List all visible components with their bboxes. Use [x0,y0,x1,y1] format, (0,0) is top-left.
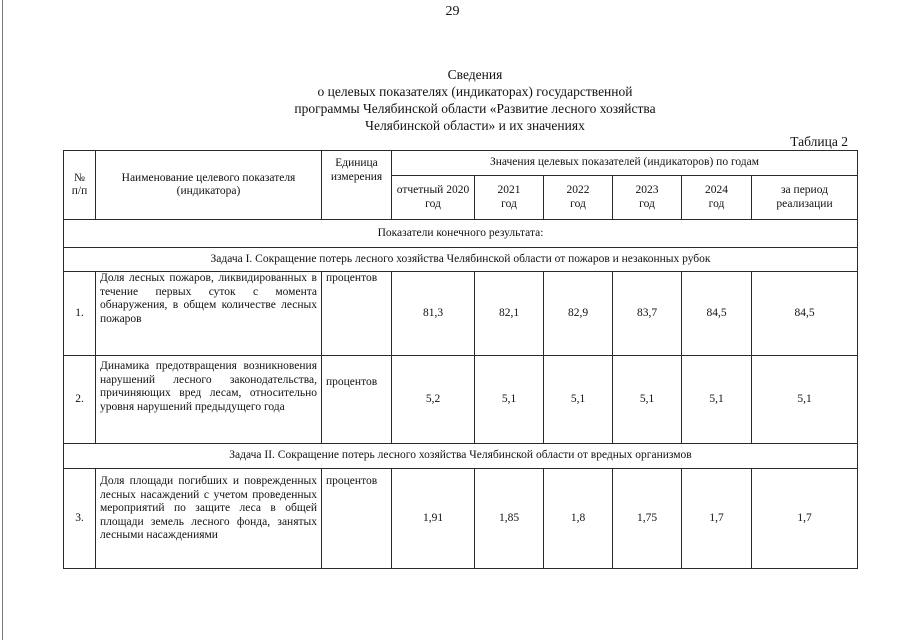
value-2022: 5,1 [544,356,613,444]
value-2023: 83,7 [613,272,682,356]
header-year-2024: 2024 год [682,176,752,220]
table-row [64,469,858,569]
task-row-2 [64,444,858,469]
value-2021: 82,1 [475,272,544,356]
header-year-2021: 2021 год [475,176,544,220]
heading-line-3: программы Челябинской области «Развитие лесного хозяйства [294,101,656,116]
table-label: Таблица 2 [790,134,848,149]
value-2023: 1,75 [613,469,682,569]
indicator-unit: процентов [322,356,392,444]
header-period: за период реализации [752,176,858,220]
value-2021: 5,1 [475,356,544,444]
value-2020: 81,3 [392,272,475,356]
task-row-1 [64,248,858,272]
task-1-title: Задача I. Сокращение потерь лесного хозяйства Челябинской области от пожаров и незаконных рубок [64,248,858,272]
value-2023: 5,1 [613,356,682,444]
row-number: 1. [64,272,96,356]
page-edge-line [2,0,3,640]
header-num: № п/п [64,151,96,220]
indicator-unit: процентов [322,469,392,569]
header-name: Наименование целевого показателя (индикатора) [96,151,322,220]
value-period: 5,1 [752,356,858,444]
header-values-group: Значения целевых показателей (индикаторов) по годам [392,151,858,176]
value-2024: 5,1 [682,356,752,444]
heading-line-1: Сведения [447,67,503,82]
value-period: 1,7 [752,469,858,569]
indicator-unit: процентов [322,272,392,356]
section-row [64,220,858,248]
task-2-title: Задача II. Сокращение потерь лесного хозяйства Челябинской области от вредных организмов [64,444,858,469]
header-year-2020: отчетный 2020 год [392,176,475,220]
value-2021: 1,85 [475,469,544,569]
value-2024: 1,7 [682,469,752,569]
indicator-name: Доля площади погибших и поврежденных лесных насаждений с учетом проведенных мероприятий по защите леса в общей площади земель лесного фонда, занятых лесными насаждениями [96,469,322,569]
value-2020: 1,91 [392,469,475,569]
header-year-2023: 2023 год [613,176,682,220]
document-heading [200,66,750,134]
table-row [64,272,858,356]
row-number: 2. [64,356,96,444]
row-number: 3. [64,469,96,569]
value-2022: 82,9 [544,272,613,356]
value-2020: 5,2 [392,356,475,444]
header-year-2022: 2022 год [544,176,613,220]
value-2022: 1,8 [544,469,613,569]
value-period: 84,5 [752,272,858,356]
indicator-name: Доля лесных пожаров, ликвидированных в течение первых суток с момента обнаружения, в общем количестве лесных пожаров [96,272,322,356]
indicator-name: Динамика предотвращения возникновения нарушений лесного законодательства, причиняющих вред лесам, относительно уровня нарушений предыдущего года [96,356,322,444]
header-unit: Единица измерения [322,151,392,220]
heading-line-2: о целевых показателях (индикаторах) государственной [317,84,633,99]
value-2024: 84,5 [682,272,752,356]
table-row [64,356,858,444]
indicators-table [63,150,858,569]
heading-line-4: Челябинской области» и их значениях [365,118,585,133]
header-row-1 [64,151,858,176]
section-final-results: Показатели конечного результата: [64,220,858,248]
page-number: 29 [445,4,460,19]
